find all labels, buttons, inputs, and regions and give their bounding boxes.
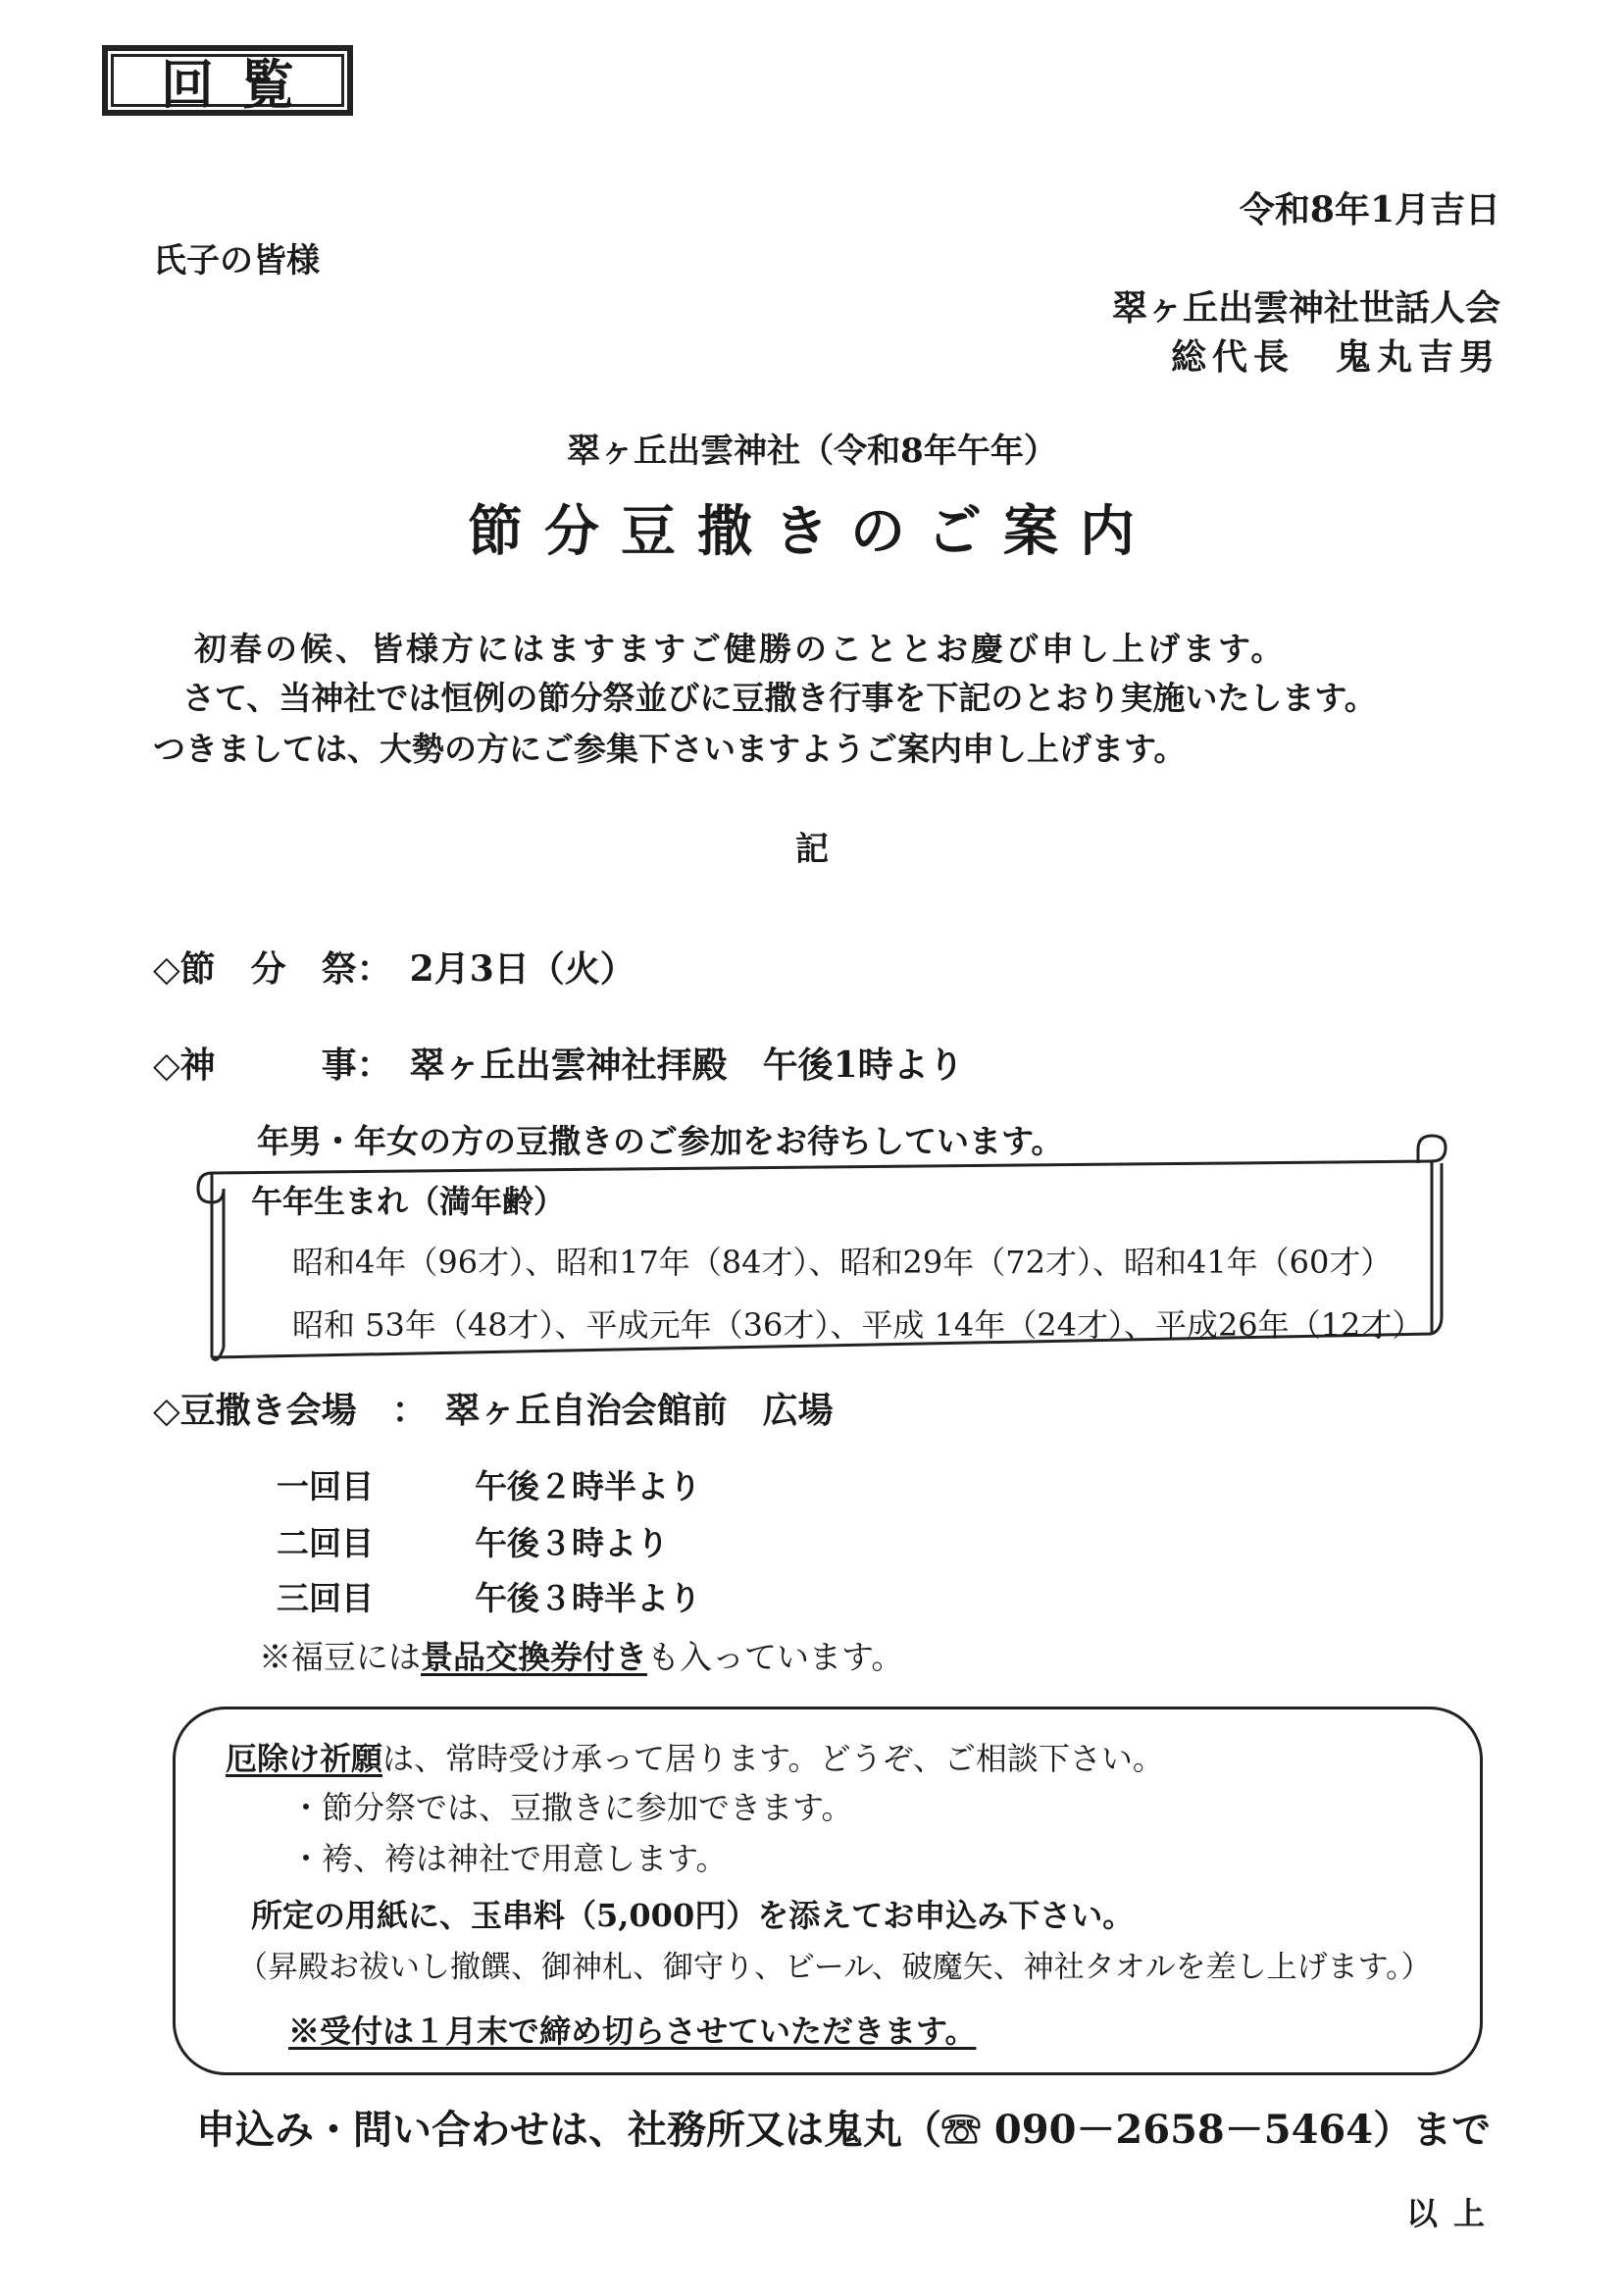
yakuyoke-point-1: ・節分祭では、豆撒きに参加できます。 xyxy=(290,1789,853,1826)
issue-date: 令和8年1月吉日 xyxy=(1239,189,1500,230)
setsubun-festival-date: ◇節 分 祭： 2月3日（火） xyxy=(153,948,635,990)
schedule-round-3-label: 三回目 xyxy=(277,1579,374,1617)
birth-years-row-1: 昭和4年（96才）、昭和17年（84才）、昭和29年（72才）、昭和41年（60才） xyxy=(292,1244,1393,1281)
note-prefix: ※福豆には xyxy=(259,1638,421,1676)
organization-name: 翠ヶ丘出雲神社世話人会 xyxy=(1111,287,1500,329)
greeting-line-3: つきましては、大勢の方にご参集下さいますようご案内申し上げます。 xyxy=(153,730,1187,768)
page-subtitle: 翠ヶ丘出雲神社（令和8年午年） xyxy=(567,432,1057,471)
yakuyoke-point-2: ・袴、袴は神社で用意します。 xyxy=(290,1840,728,1877)
toshi-otoko-invite: 年男・年女の方の豆撒きのご参加をお待ちしています。 xyxy=(257,1122,1064,1160)
yakuyoke-title: 厄除け祈願 xyxy=(226,1740,383,1777)
yakuyoke-apply: 所定の用紙に、玉串料（5,000円）を添えてお申込み下さい。 xyxy=(251,1897,1135,1934)
scroll-heading: 午年生まれ（満年齢） xyxy=(251,1183,566,1220)
deadline-text: ※受付は１月末で締め切らさせていただきます。 xyxy=(288,2013,977,2050)
ki-heading: 記 xyxy=(795,830,829,869)
birth-years-row-2: 昭和 53年（48才）、平成元年（36才）、平成 14年（24才）、平成26年（12才） xyxy=(292,1306,1424,1344)
addressee: 氏子の皆様 xyxy=(153,241,320,280)
shinto-ritual-info: ◇神 事： 翠ヶ丘出雲神社拝殿 午後1時より xyxy=(153,1045,964,1086)
closing-mark: 以上 xyxy=(1405,2195,1500,2232)
greeting-line-2: さて、当神社では恒例の節分祭並びに豆撒き行事を下記のとおり実施いたします。 xyxy=(182,679,1377,717)
schedule-round-3-time: 午後３時半より xyxy=(475,1579,701,1617)
yakuyoke-deadline xyxy=(288,2007,976,2052)
schedule-round-1-label: 一回目 xyxy=(277,1467,374,1505)
note-prize-ticket: 景品交換券付き xyxy=(421,1638,647,1676)
schedule-round-1-time: 午後２時半より xyxy=(475,1467,701,1505)
greeting-line-1: 初春の候、皆様方にはますますご健勝のこととお慶び申し上げます。 xyxy=(194,630,1287,668)
note-suffix: も入っています。 xyxy=(647,1638,904,1676)
schedule-round-2-time: 午後３時より xyxy=(475,1524,669,1562)
yakuyoke-heading-rest: は、常時受け承って居ります。どうぞ、ご相談下さい。 xyxy=(382,1740,1164,1777)
contact-info: 申込み・問い合わせは、社務所又は鬼丸（☏ 090－2658－5464）まで xyxy=(196,2107,1492,2153)
circulation-stamp: 回覧 xyxy=(102,45,353,116)
lucky-beans-note xyxy=(259,1632,903,1678)
schedule-round-2-label: 二回目 xyxy=(277,1524,374,1562)
page-title: 節分豆撒きのご案内 xyxy=(468,499,1156,564)
yakuyoke-heading xyxy=(226,1734,1164,1779)
bean-throwing-venue: ◇豆撒き会場 ： 翠ヶ丘自治会館前 広場 xyxy=(153,1390,834,1431)
yakuyoke-gifts: （昇殿お祓いし撤饌、御神札、御守り、ビール、破魔矢、神社タオルを差し上げます。） xyxy=(237,1950,1432,1985)
representative-name: 総代長 鬼丸吉男 xyxy=(1170,336,1500,378)
